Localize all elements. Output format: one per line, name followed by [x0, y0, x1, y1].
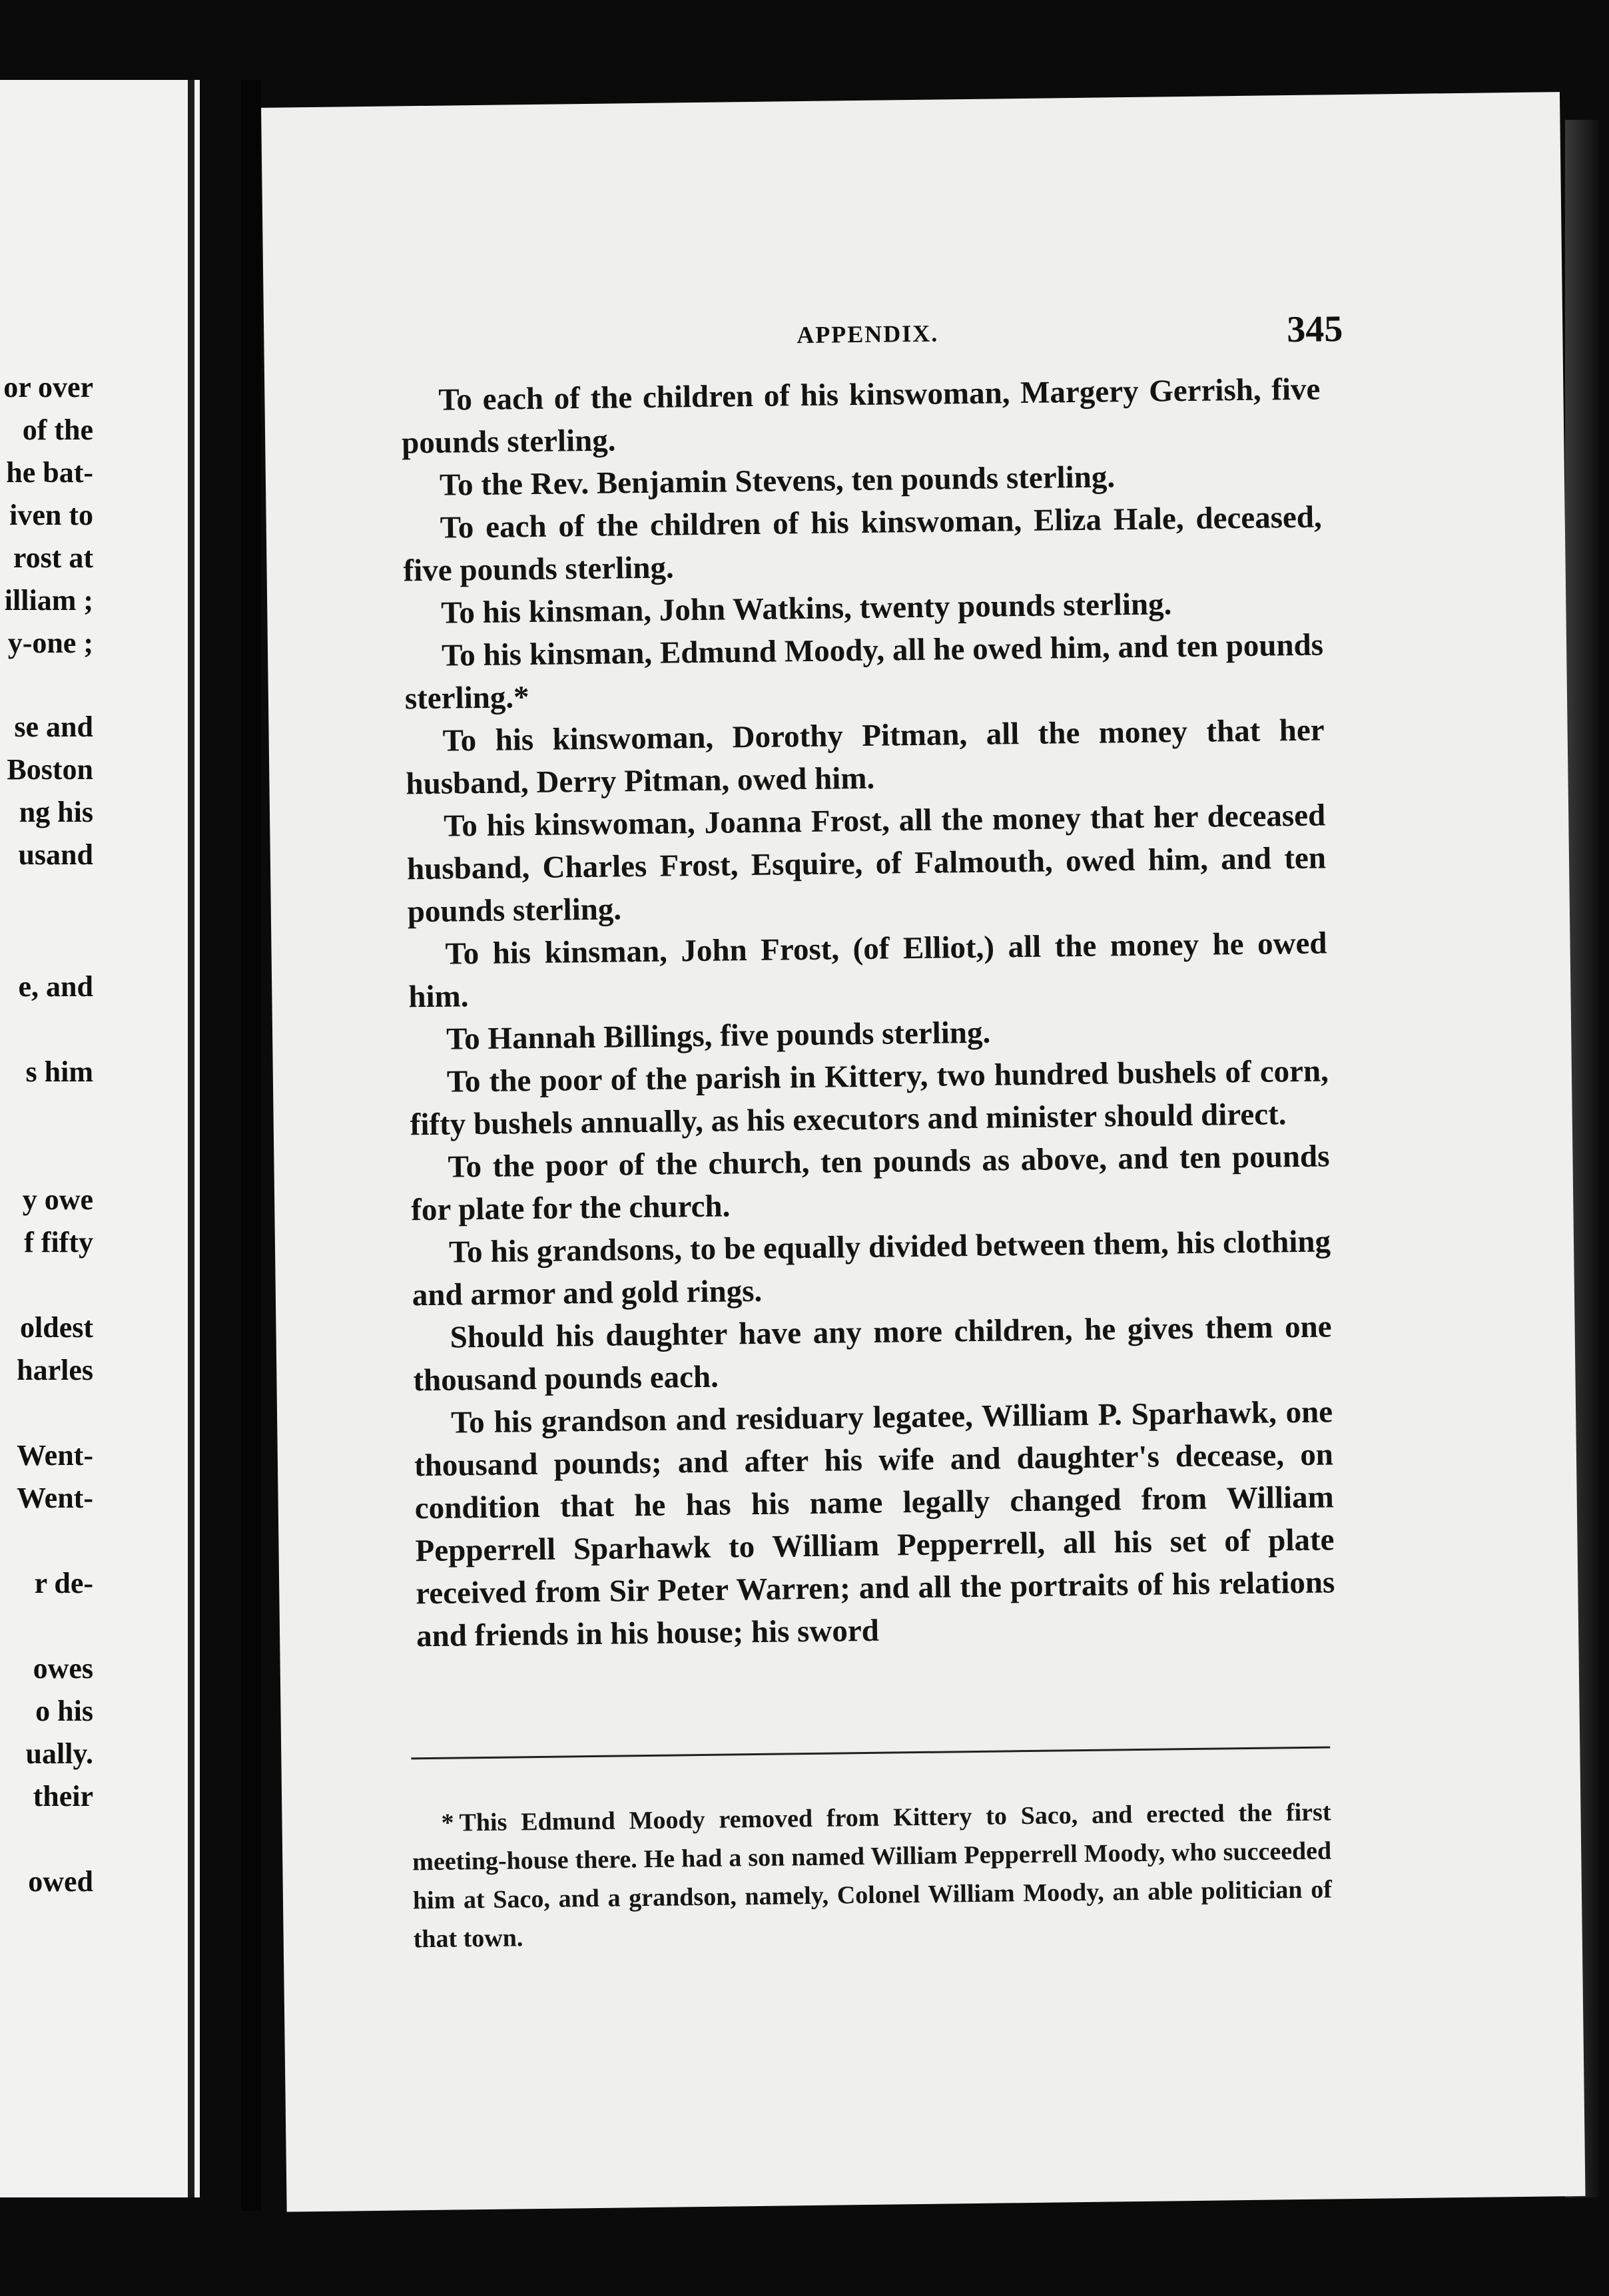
- paragraph: To his grandsons, to be equally divided between them, his clothing and armor and gold rings.: [412, 1224, 1331, 1313]
- gutter-shadow: [188, 80, 194, 2197]
- footnote-rule: [411, 1746, 1330, 1759]
- facing-page-line: y-one ;: [7, 627, 93, 659]
- facing-page-line: illiam ;: [4, 584, 93, 617]
- facing-page-line: ng his: [19, 796, 93, 828]
- facing-page-line: se and: [14, 711, 93, 743]
- facing-page-line: rost at: [13, 541, 93, 574]
- paragraph: To his kinsman, John Watkins, twenty pounds sterling.: [441, 587, 1172, 631]
- footnote-mark: *: [441, 1809, 454, 1837]
- facing-page-line: Went-: [17, 1439, 93, 1472]
- facing-page-line: usand: [18, 838, 93, 871]
- paragraph: To his kinswoman, Dorothy Pitman, all the money that her husband, Derry Pitman, owed him.: [406, 713, 1325, 802]
- paragraph: To each of the children of his kinswoman, Eliza Hale, deceased, five pounds sterling.: [403, 499, 1323, 589]
- main-page: [261, 92, 1585, 2212]
- paragraph: To each of the children of his kinswoman, Margery Gerrish, five pounds sterling.: [401, 372, 1321, 461]
- facing-page-line: of the: [22, 414, 93, 446]
- facing-page-line: their: [33, 1780, 93, 1813]
- paragraph: To the Rev. Benjamin Stevens, ten pounds sterling.: [439, 459, 1116, 503]
- paragraph: Should his daughter have any more children, he gives them one thousand pounds each.: [413, 1309, 1332, 1398]
- page-header: [264, 308, 1563, 368]
- facing-page-line: oldest: [20, 1311, 93, 1344]
- facing-page-line: harles: [17, 1354, 93, 1386]
- footnote-text: This Edmund Moody removed from Kittery to Saco, and erected the first meeting-house there. He had a son named William Pepperrell Moody, who succeeded him at Saco, and a grandson, namely, Colonel William Moody, an able politician of that town.: [412, 1798, 1333, 1954]
- facing-page-line: he bat-: [6, 456, 93, 489]
- book-spine: [241, 80, 261, 2211]
- facing-page-line: o his: [35, 1695, 93, 1727]
- paragraph: To his kinsman, Edmund Moody, all he owed him, and ten pounds sterling.*: [404, 627, 1324, 717]
- paragraph: To the poor of the church, ten pounds as above, and ten pounds for plate for the church.: [410, 1139, 1330, 1228]
- facing-page-line: f fifty: [24, 1226, 93, 1259]
- paragraph: To his grandson and residuary legatee, William P. Sparhawk, one thousand pounds; and after his wife and daughter's decease, on condition that he has his name legally changed from William Pepperrell Sparhawk to William Pepperrell, all his set of plate received from Sir Peter Warren; and all the portraits of his relations and friends in his house; his sword: [414, 1394, 1335, 1654]
- facing-page-line: s him: [25, 1055, 93, 1088]
- facing-page-line: e, and: [18, 970, 93, 1003]
- footnote: [412, 1793, 1333, 1958]
- facing-page-line: iven to: [9, 499, 93, 531]
- body-text: [401, 368, 1335, 1658]
- facing-page-line: Went-: [17, 1482, 93, 1514]
- facing-page-line: or over: [3, 371, 93, 404]
- facing-page-line: ually.: [25, 1737, 93, 1770]
- facing-page-line: Boston: [7, 753, 93, 786]
- paragraph: To Hannah Billings, five pounds sterling.: [446, 1015, 991, 1057]
- facing-page-line: owed: [28, 1865, 93, 1898]
- facing-page: [0, 80, 200, 2197]
- facing-page-line: y owe: [22, 1183, 93, 1216]
- page-number: 345: [1286, 308, 1343, 351]
- facing-page-line: owes: [33, 1652, 93, 1685]
- facing-page-line: r de-: [34, 1567, 93, 1599]
- paragraph: To his kinswoman, Joanna Frost, all the money that her deceased husband, Charles Frost, Esquire, of Falmouth, owed him, and ten pounds sterling.: [406, 798, 1327, 930]
- running-head: APPENDIX.: [797, 320, 939, 349]
- paragraph: To his kinsman, John Frost, (of Elliot,) all the money he owed him.: [408, 926, 1327, 1015]
- paragraph: To the poor of the parish in Kittery, two hundred bushels of corn, fifty bushels annually, as his executors and minister should direct.: [410, 1053, 1329, 1143]
